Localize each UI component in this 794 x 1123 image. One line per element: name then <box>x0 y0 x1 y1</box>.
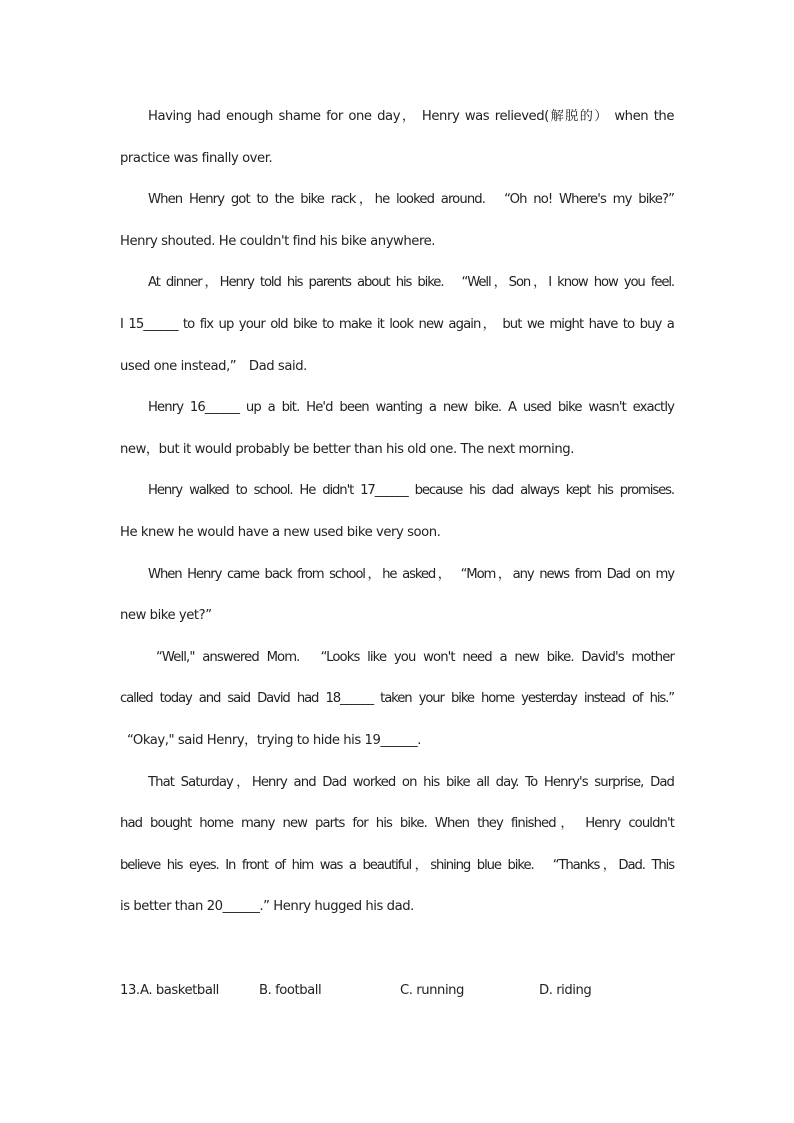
option-d: D. riding <box>539 983 592 998</box>
passage-line: believe his eyes. In front of him was a beautiful，shining blue bike. “Thanks，Dad. This <box>120 857 674 873</box>
passage-line: practice was finally over. <box>120 150 273 166</box>
passage-line: had bought home many new parts for his bike. When they finished， Henry couldn't <box>120 816 674 832</box>
passage-line: I 15______ to fix up your old bike to make it look new again， but we might have to buy a <box>120 316 674 332</box>
passage-line: At dinner，Henry told his parents about his bike. “Well，Son，I know how you feel. <box>148 275 674 291</box>
passage-line: called today and said David had 18______ taken your bike home yesterday instead of his.” <box>120 691 674 707</box>
passage-line: Having had enough shame for one day， Henry was relieved(解脱的） when the <box>148 109 674 124</box>
passage-line: new bike yet?” <box>120 608 212 624</box>
passage-line: When Henry got to the bike rack，he looked around. “Oh no! Where's my bike?” <box>148 192 674 208</box>
passage-line: “Okay," said Henry，trying to hide his 19______. <box>127 732 422 748</box>
passage-line: When Henry came back from school，he asked， “Mom，any news from Dad on my <box>148 566 674 582</box>
passage-line: Henry 16______ up a bit. He'd been wanting a new bike. A used bike wasn't exactly <box>148 400 674 416</box>
passage-line: new，but it would probably be better than his old one. The next morning. <box>120 441 574 457</box>
passage <box>120 106 674 938</box>
passage-line: is better than 20______.” Henry hugged his dad. <box>120 899 414 915</box>
passage-line: “Well," answered Mom. “Looks like you won't need a new bike. David's mother <box>156 649 674 665</box>
passage-line: Henry walked to school. He didn't 17______ because his dad always kept his promises. <box>148 483 674 499</box>
option-c: C. running <box>400 983 464 998</box>
question-13 <box>120 980 674 1002</box>
passage-line: Henry shouted. He couldn't find his bike anywhere. <box>120 233 436 249</box>
passage-line: He knew he would have a new used bike very soon. <box>120 524 441 540</box>
option-b: B. football <box>259 983 322 998</box>
passage-line: used one instead,” Dad said. <box>120 358 307 374</box>
passage-line: That Saturday，Henry and Dad worked on his bike all day. To Henry's surprise, Dad <box>148 774 674 790</box>
question-number: 13. <box>120 983 140 998</box>
option-a: A. basketball <box>140 983 219 998</box>
